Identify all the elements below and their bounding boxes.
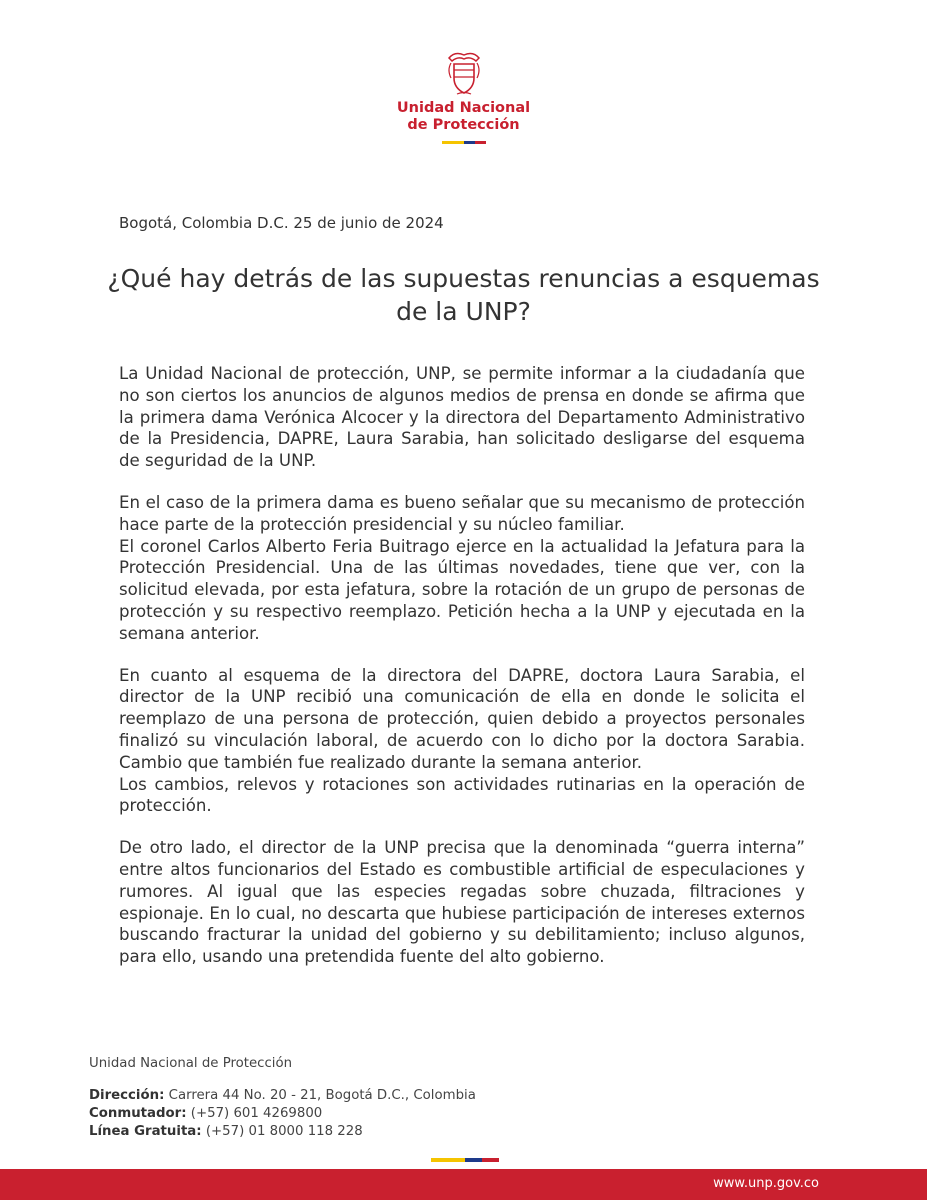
stripe-yellow	[442, 141, 464, 144]
flag-stripe	[0, 141, 927, 144]
footer-toll-free	[89, 1123, 476, 1141]
brand-name	[0, 100, 927, 134]
document-title: ¿Qué hay detrás de las supuestas renuncias a esquemas de la UNP?	[107, 264, 820, 326]
paragraph-4: En cuanto al esquema de la directora del DAPRE, doctora Laura Sarabia, el director de la UNP recibió una comunicación de ella en donde le solicita el reemplazo de una persona de protección, quien debido a proyectos personales finalizó su vinculación laboral, de acuerdo con lo dicho por la doctora Sarabia. Cambio que también fue realizado durante la semana anterior.	[119, 665, 805, 772]
footer-address	[89, 1087, 476, 1105]
date-line: Bogotá, Colombia D.C. 25 de junio de 2024	[119, 214, 444, 232]
footer-switchboard	[89, 1105, 476, 1123]
stripe-blue	[464, 141, 475, 144]
stripe-red	[475, 141, 486, 144]
paragraph-3: El coronel Carlos Alberto Feria Buitrago ejerce en la actualidad la Jefatura para la Protección Presidencial. Una de las últimas novedades, tiene que ver, con la solicitud elevada, por esta jefatura, sobre la rotación de un grupo de personas de protección y su respectivo reemplazo. Petición hecha a la UNP y ejecutada en la semana anterior.	[119, 536, 805, 643]
footer-org: Unidad Nacional de Protección	[89, 1056, 293, 1071]
footer-bar	[0, 1169, 927, 1200]
toll-free-label: Línea Gratuita:	[89, 1124, 202, 1139]
contact-footer	[89, 1055, 476, 1141]
letterhead	[0, 50, 927, 144]
paragraph-6: De otro lado, el director de la UNP precisa que la denominada “guerra interna” entre altos funcionarios del Estado es combustible artificial de especulaciones y rumores. Al igual que las especies regadas sobre chuzada, filtraciones y espionaje. En lo cual, no descarta que hubiese participación de intereses externos buscando fracturar la unidad del gobierno y su debilitamiento; incluso algunos, para ello, usando una pretendida fuente del alto gobierno.	[119, 838, 805, 967]
bottom-stripe-red	[482, 1158, 499, 1162]
paragraph-2: En el caso de la primera dama es bueno señalar que su mecanismo de protección hace parte de la protección presidencial y su núcleo familiar.	[119, 492, 805, 534]
toll-free-value: (+57) 01 8000 118 228	[205, 1124, 363, 1139]
address-label: Dirección:	[89, 1088, 165, 1103]
coat-of-arms-icon	[445, 50, 483, 96]
brand-line-1: Unidad Nacional	[396, 100, 531, 116]
switchboard-value: (+57) 601 4269800	[190, 1106, 323, 1121]
address-value: Carrera 44 No. 20 - 21, Bogotá D.C., Colombia	[168, 1088, 476, 1103]
website-link[interactable]: www.unp.gov.co	[713, 1176, 819, 1191]
document-body	[119, 363, 805, 988]
bottom-flag-stripe	[431, 1158, 499, 1162]
bottom-stripe-blue	[465, 1158, 482, 1162]
paragraph-1: La Unidad Nacional de protección, UNP, se permite informar a la ciudadanía que no son ciertos los anuncios de algunos medios de prensa en donde se afirma que la primera dama Verónica Alcocer y la directora del Departamento Administrativo de la Presidencia, DAPRE, Laura Sarabia, han solicitado desligarse del esquema de seguridad de la UNP.	[119, 364, 805, 471]
switchboard-label: Conmutador:	[89, 1106, 187, 1121]
brand-line-2: de Protección	[407, 117, 520, 133]
bottom-stripe-yellow	[431, 1158, 465, 1162]
paragraph-5: Los cambios, relevos y rotaciones son actividades rutinarias en la operación de protección.	[119, 774, 805, 816]
